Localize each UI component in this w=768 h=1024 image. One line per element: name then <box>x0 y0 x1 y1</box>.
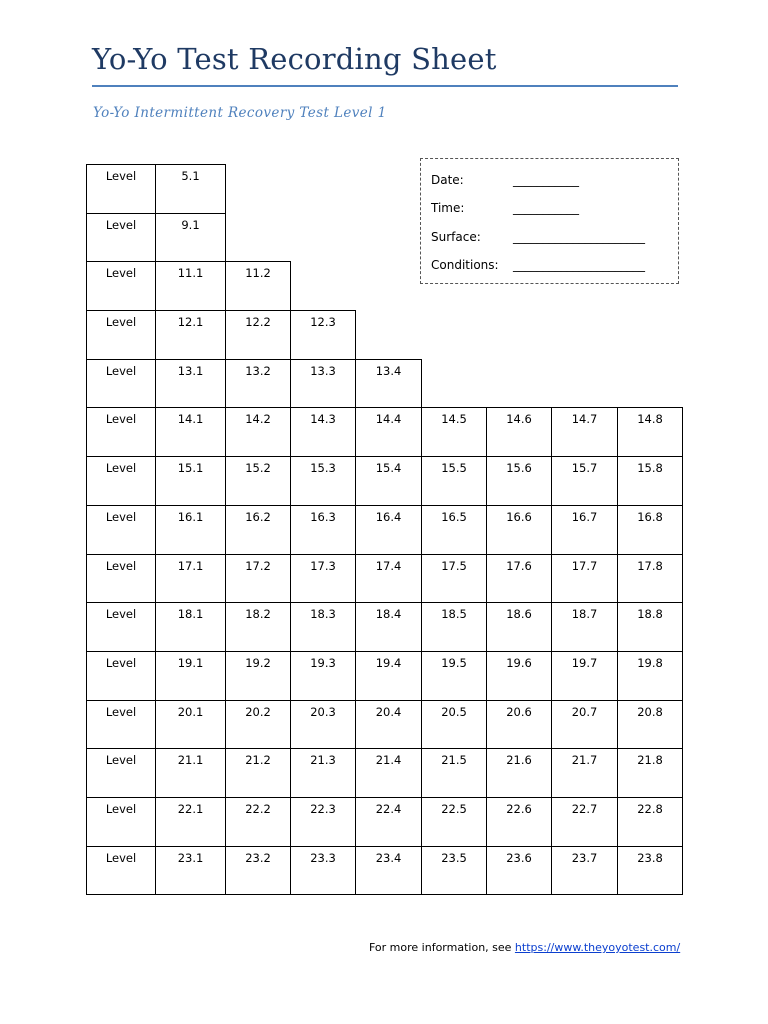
empty-cell <box>356 262 422 311</box>
level-label-cell: Level <box>87 749 156 798</box>
shuttle-cell[interactable]: 16.6 <box>487 505 552 554</box>
shuttle-cell[interactable]: 14.3 <box>291 408 356 457</box>
shuttle-cell[interactable]: 21.3 <box>291 749 356 798</box>
shuttle-cell[interactable]: 22.8 <box>618 797 683 846</box>
level-label-cell: Level <box>87 213 156 262</box>
shuttle-cell[interactable]: 23.8 <box>618 846 683 895</box>
shuttle-cell[interactable]: 16.7 <box>552 505 618 554</box>
level-label-cell: Level <box>87 359 156 408</box>
empty-cell <box>552 311 618 360</box>
date-label: Date: <box>431 173 464 187</box>
surface-field[interactable]: ______________________ <box>513 230 645 244</box>
shuttle-cell[interactable]: 15.1 <box>156 457 226 506</box>
table-row <box>87 554 683 603</box>
shuttle-cell[interactable]: 15.4 <box>356 457 422 506</box>
shuttle-cell[interactable]: 21.5 <box>422 749 487 798</box>
shuttle-cell[interactable]: 18.2 <box>226 603 291 652</box>
conditions-field[interactable]: ______________________ <box>513 258 645 272</box>
shuttle-cell[interactable]: 23.6 <box>487 846 552 895</box>
shuttle-cell[interactable]: 22.5 <box>422 797 487 846</box>
time-label: Time: <box>431 201 465 215</box>
shuttle-cell[interactable]: 18.8 <box>618 603 683 652</box>
shuttle-cell[interactable]: 23.4 <box>356 846 422 895</box>
level-label-cell: Level <box>87 554 156 603</box>
shuttle-cell[interactable]: 11.1 <box>156 262 226 311</box>
shuttle-cell[interactable]: 21.6 <box>487 749 552 798</box>
empty-cell <box>618 213 683 262</box>
shuttle-cell[interactable]: 17.7 <box>552 554 618 603</box>
shuttle-cell[interactable]: 20.8 <box>618 700 683 749</box>
shuttle-cell[interactable]: 18.4 <box>356 603 422 652</box>
shuttle-cell[interactable]: 22.3 <box>291 797 356 846</box>
shuttle-cell[interactable]: 16.4 <box>356 505 422 554</box>
empty-cell <box>552 165 618 214</box>
empty-cell <box>291 165 356 214</box>
footer-note <box>369 941 680 954</box>
empty-cell <box>618 262 683 311</box>
shuttle-cell[interactable]: 17.6 <box>487 554 552 603</box>
shuttle-cell[interactable]: 15.3 <box>291 457 356 506</box>
shuttle-cell[interactable]: 20.7 <box>552 700 618 749</box>
shuttle-cell[interactable]: 9.1 <box>156 213 226 262</box>
shuttle-cell[interactable]: 22.4 <box>356 797 422 846</box>
shuttle-cell[interactable]: 21.2 <box>226 749 291 798</box>
shuttle-cell[interactable]: 18.5 <box>422 603 487 652</box>
shuttle-cell[interactable]: 11.2 <box>226 262 291 311</box>
shuttle-cell[interactable]: 12.3 <box>291 311 356 360</box>
table-row <box>87 651 683 700</box>
empty-cell <box>422 213 487 262</box>
shuttle-cell[interactable]: 23.7 <box>552 846 618 895</box>
shuttle-cell[interactable]: 14.8 <box>618 408 683 457</box>
shuttle-cell[interactable]: 23.1 <box>156 846 226 895</box>
shuttle-cell[interactable]: 21.7 <box>552 749 618 798</box>
level-label-cell: Level <box>87 408 156 457</box>
level-label-cell: Level <box>87 262 156 311</box>
shuttle-cell[interactable]: 15.6 <box>487 457 552 506</box>
shuttle-cell[interactable]: 20.4 <box>356 700 422 749</box>
shuttle-cell[interactable]: 13.1 <box>156 359 226 408</box>
shuttle-cell[interactable]: 16.5 <box>422 505 487 554</box>
empty-cell <box>226 213 291 262</box>
shuttle-cell[interactable]: 21.4 <box>356 749 422 798</box>
shuttle-cell[interactable]: 19.8 <box>618 651 683 700</box>
shuttle-cell[interactable]: 17.2 <box>226 554 291 603</box>
shuttle-cell[interactable]: 13.4 <box>356 359 422 408</box>
shuttle-cell[interactable]: 20.2 <box>226 700 291 749</box>
empty-cell <box>422 311 487 360</box>
table-row <box>87 700 683 749</box>
shuttle-cell[interactable]: 15.2 <box>226 457 291 506</box>
shuttle-cell[interactable]: 22.2 <box>226 797 291 846</box>
table-row <box>87 213 683 262</box>
level-label-cell: Level <box>87 165 156 214</box>
shuttle-cell[interactable]: 14.5 <box>422 408 487 457</box>
shuttle-cell[interactable]: 23.3 <box>291 846 356 895</box>
level-recording-table <box>86 164 683 895</box>
shuttle-cell[interactable]: 17.5 <box>422 554 487 603</box>
empty-cell <box>226 165 291 214</box>
level-label-cell: Level <box>87 797 156 846</box>
shuttle-cell[interactable]: 20.5 <box>422 700 487 749</box>
shuttle-cell[interactable]: 20.6 <box>487 700 552 749</box>
shuttle-cell[interactable]: 13.2 <box>226 359 291 408</box>
shuttle-cell[interactable]: 14.4 <box>356 408 422 457</box>
empty-cell <box>618 165 683 214</box>
website-link[interactable]: https://www.theyoyotest.com/ <box>514 941 681 954</box>
empty-cell <box>422 359 487 408</box>
shuttle-cell[interactable]: 17.3 <box>291 554 356 603</box>
shuttle-cell[interactable]: 16.8 <box>618 505 683 554</box>
shuttle-cell[interactable]: 12.2 <box>226 311 291 360</box>
shuttle-cell[interactable]: 21.1 <box>156 749 226 798</box>
time-field[interactable]: ___________ <box>513 201 579 215</box>
title-divider <box>92 85 678 87</box>
shuttle-cell[interactable]: 14.2 <box>226 408 291 457</box>
table-row <box>87 311 683 360</box>
empty-cell <box>291 213 356 262</box>
shuttle-cell[interactable]: 14.6 <box>487 408 552 457</box>
shuttle-cell[interactable]: 15.5 <box>422 457 487 506</box>
shuttle-cell[interactable]: 22.6 <box>487 797 552 846</box>
shuttle-cell[interactable]: 23.2 <box>226 846 291 895</box>
empty-cell <box>552 262 618 311</box>
shuttle-cell[interactable]: 15.8 <box>618 457 683 506</box>
empty-cell <box>487 311 552 360</box>
shuttle-cell[interactable]: 17.4 <box>356 554 422 603</box>
shuttle-cell[interactable]: 21.8 <box>618 749 683 798</box>
shuttle-cell[interactable]: 16.1 <box>156 505 226 554</box>
table-row <box>87 505 683 554</box>
shuttle-cell[interactable]: 19.3 <box>291 651 356 700</box>
table-row <box>87 797 683 846</box>
table-row <box>87 846 683 895</box>
table-row <box>87 359 683 408</box>
shuttle-cell[interactable]: 18.6 <box>487 603 552 652</box>
shuttle-cell[interactable]: 18.7 <box>552 603 618 652</box>
table-row <box>87 408 683 457</box>
shuttle-cell[interactable]: 17.1 <box>156 554 226 603</box>
level-label-cell: Level <box>87 651 156 700</box>
table-row <box>87 262 683 311</box>
shuttle-cell[interactable]: 23.5 <box>422 846 487 895</box>
shuttle-cell[interactable]: 15.7 <box>552 457 618 506</box>
level-label-cell: Level <box>87 846 156 895</box>
date-field[interactable]: ___________ <box>513 173 579 187</box>
table-row <box>87 457 683 506</box>
empty-cell <box>356 165 422 214</box>
shuttle-cell[interactable]: 20.1 <box>156 700 226 749</box>
shuttle-cell[interactable]: 12.1 <box>156 311 226 360</box>
empty-cell <box>618 359 683 408</box>
page-subtitle: Yo-Yo Intermittent Recovery Test Level 1 <box>93 105 387 121</box>
empty-cell <box>356 311 422 360</box>
empty-cell <box>552 359 618 408</box>
shuttle-cell[interactable]: 22.1 <box>156 797 226 846</box>
empty-cell <box>356 213 422 262</box>
footer-text: For more information, see <box>369 941 515 954</box>
shuttle-cell[interactable]: 16.3 <box>291 505 356 554</box>
shuttle-cell[interactable]: 13.3 <box>291 359 356 408</box>
shuttle-cell[interactable]: 22.7 <box>552 797 618 846</box>
shuttle-cell[interactable]: 19.5 <box>422 651 487 700</box>
shuttle-cell[interactable]: 19.2 <box>226 651 291 700</box>
conditions-label: Conditions: <box>431 258 499 272</box>
level-label-cell: Level <box>87 311 156 360</box>
shuttle-cell[interactable]: 20.3 <box>291 700 356 749</box>
shuttle-cell[interactable]: 17.8 <box>618 554 683 603</box>
shuttle-cell[interactable]: 14.7 <box>552 408 618 457</box>
shuttle-cell[interactable]: 18.1 <box>156 603 226 652</box>
level-label-cell: Level <box>87 603 156 652</box>
empty-cell <box>487 165 552 214</box>
empty-cell <box>291 262 356 311</box>
empty-cell <box>487 213 552 262</box>
level-label-cell: Level <box>87 505 156 554</box>
table-row <box>87 165 683 214</box>
shuttle-cell[interactable]: 18.3 <box>291 603 356 652</box>
level-label-cell: Level <box>87 700 156 749</box>
shuttle-cell[interactable]: 5.1 <box>156 165 226 214</box>
empty-cell <box>552 213 618 262</box>
shuttle-cell[interactable]: 16.2 <box>226 505 291 554</box>
empty-cell <box>422 165 487 214</box>
shuttle-cell[interactable]: 19.4 <box>356 651 422 700</box>
shuttle-cell[interactable]: 19.6 <box>487 651 552 700</box>
empty-cell <box>487 262 552 311</box>
shuttle-cell[interactable]: 19.7 <box>552 651 618 700</box>
level-label-cell: Level <box>87 457 156 506</box>
table-row <box>87 603 683 652</box>
empty-cell <box>487 359 552 408</box>
table-row <box>87 749 683 798</box>
empty-cell <box>618 311 683 360</box>
surface-label: Surface: <box>431 230 481 244</box>
page-title: Yo-Yo Test Recording Sheet <box>92 42 497 76</box>
shuttle-cell[interactable]: 19.1 <box>156 651 226 700</box>
shuttle-cell[interactable]: 14.1 <box>156 408 226 457</box>
empty-cell <box>422 262 487 311</box>
